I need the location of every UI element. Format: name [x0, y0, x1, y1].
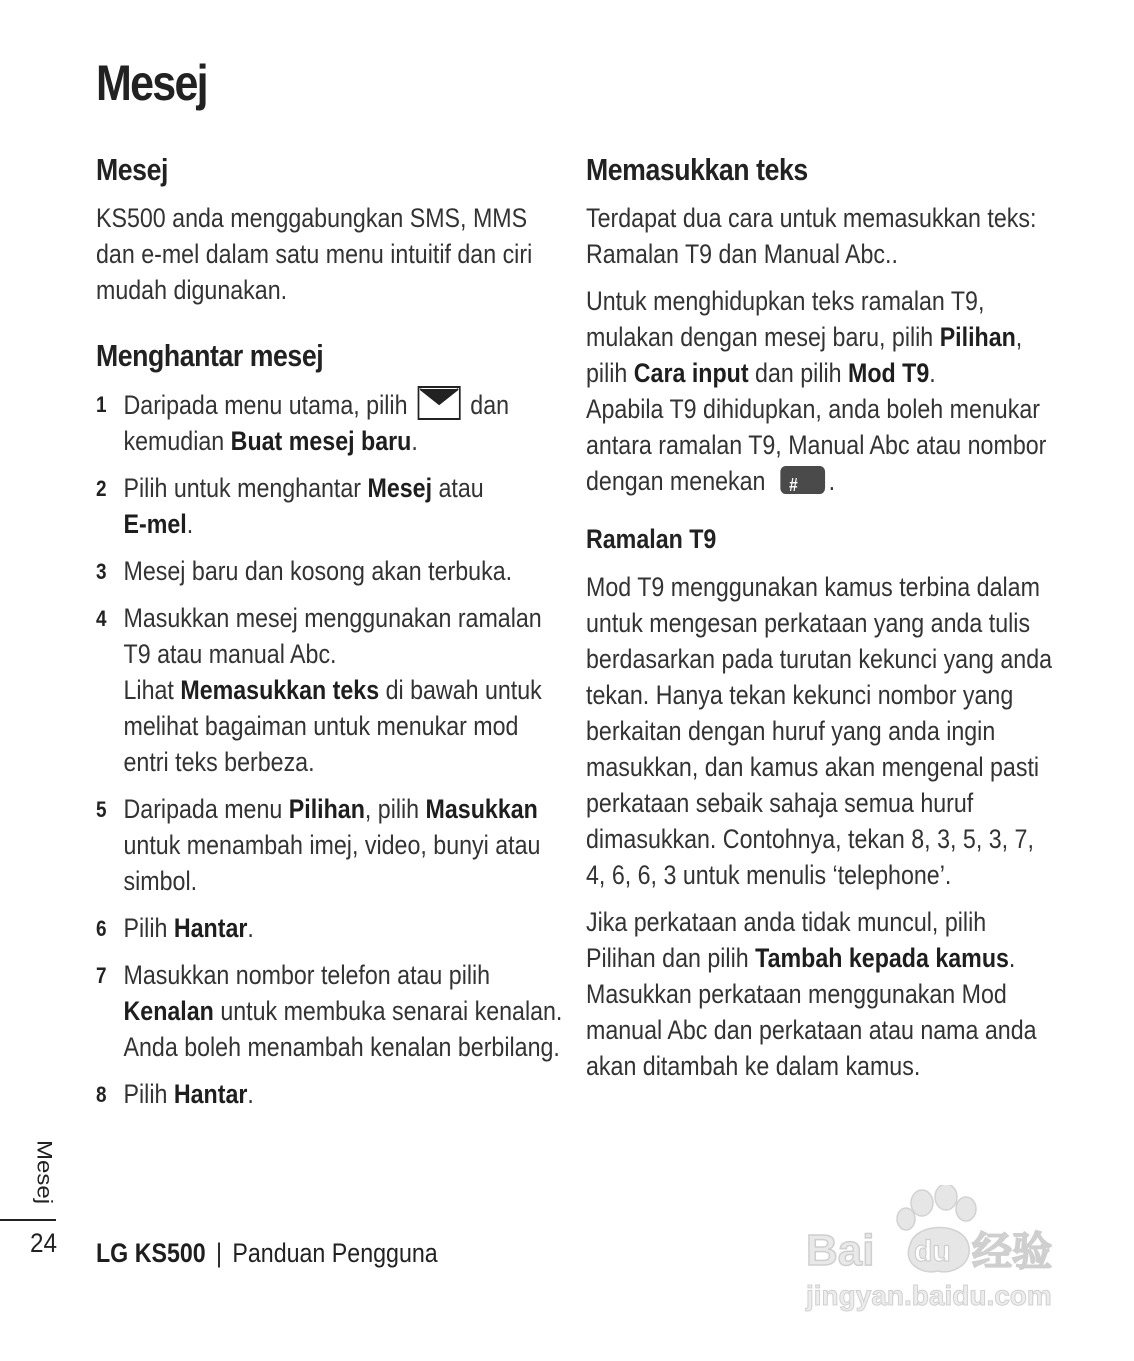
step-text: Masukkan mesej menggunakan ramalan T9 atau manual Abc.	[123, 603, 542, 669]
list-item	[96, 600, 566, 780]
paragraph: Terdapat dua cara untuk memasukkan teks: Ramalan T9 dan Manual Abc..	[586, 203, 1037, 269]
step-text: Mesej baru dan kosong akan terbuka.	[123, 556, 513, 586]
step-bold: Hantar	[173, 1079, 248, 1109]
step-text: Lihat	[123, 675, 174, 705]
step-text: Daripada menu	[123, 794, 283, 824]
paragraph: Mod T9 menggunakan kamus terbina dalam untuk mengesan perkataan yang anda tulis berdasarkan pada turutan kekunci yang anda tekan. Hanya tekan kekunci nombor yang berkaitan dengan huruf yang anda ingin masukkan, dan kamus akan mengenal pasti perkataan sebaik sahaja semua huruf dimasukkan. Contohnya, tekan 8, 3, 5, 3, 7, 4, 6, 6, 3 untuk menulis ‘telephone’.	[586, 572, 1053, 890]
paragraph	[586, 904, 1056, 1084]
step-bold: Buat mesej baru	[230, 426, 412, 456]
step-number: 1	[96, 392, 107, 417]
hash-key-label: #	[789, 475, 798, 495]
step-bold: Kenalan	[123, 996, 214, 1026]
svg-text:经验: 经验	[972, 1229, 1052, 1275]
step-number: 8	[96, 1082, 107, 1107]
step-text: , pilih	[364, 794, 420, 824]
section-heading-memasukkan-teks: Memasukkan teks	[586, 152, 808, 187]
text: Untuk menghidupkan teks ramalan T9, mulakan dengan mesej baru, pilih	[586, 286, 985, 352]
section-body-mesej: KS500 anda menggabungkan SMS, MMS dan e-mel dalam satu menu intuitif dan ciri mudah digunakan.	[96, 203, 533, 305]
step-text: .	[411, 426, 418, 456]
step-text: untuk membuka senarai kenalan. Anda boleh menambah kenalan berbilang.	[123, 996, 563, 1062]
side-section-label: Mesej	[32, 1140, 57, 1205]
step-text: Daripada menu utama, pilih	[123, 390, 408, 420]
step-number: 4	[96, 606, 107, 631]
footer	[96, 1238, 438, 1269]
page-title: Mesej	[96, 55, 207, 111]
text: Masukkan perkataan menggunakan Mod manual Abc dan perkataan atau nama anda akan ditambah ke dalam kamus.	[586, 979, 1037, 1081]
list-item	[96, 791, 566, 899]
list-item	[96, 1076, 566, 1112]
step-number: 6	[96, 916, 107, 941]
bold-text: Pilihan	[939, 322, 1016, 352]
envelope-icon	[417, 386, 460, 420]
step-text: .	[247, 913, 254, 943]
svg-text:du: du	[914, 1235, 951, 1268]
step-bold: Mesej	[367, 473, 433, 503]
text: Jika perkataan anda tidak muncul, pilih Pilihan dan pilih	[586, 907, 987, 973]
right-column	[586, 150, 1056, 1095]
svg-text:jingyan.baidu.com: jingyan.baidu.com	[806, 1280, 1052, 1311]
left-column	[96, 150, 566, 1123]
step-number: 5	[96, 797, 107, 822]
step-text: di bawah untuk melihat bagaiman untuk menukar mod entri teks berbeza.	[123, 675, 542, 777]
step-text: .	[186, 509, 194, 539]
text: Apabila T9 dihidupkan, anda boleh menukar antara ramalan T9, Manual Abc atau nombor dengan menekan	[586, 394, 1047, 496]
subheading-ramalan-t9: Ramalan T9	[586, 524, 717, 554]
text: .	[929, 358, 936, 388]
list-item	[96, 470, 566, 542]
list-item	[96, 957, 566, 1065]
text: , pilih	[586, 322, 1023, 388]
bold-text: Mod T9	[848, 358, 930, 388]
bold-text: Cara input	[633, 358, 749, 388]
step-bold: E-mel	[123, 509, 187, 539]
footer-separator: |	[216, 1238, 223, 1268]
footer-brand: LG KS500	[96, 1238, 206, 1268]
step-bold: Hantar	[173, 913, 248, 943]
step-text: dan kemudian	[123, 390, 510, 456]
step-text: Pilih untuk menghantar	[123, 473, 362, 503]
text: dan pilih	[755, 358, 842, 388]
text: .	[1008, 943, 1016, 973]
step-number: 7	[96, 963, 107, 988]
steps-list	[96, 386, 566, 1112]
step-bold: Pilihan	[288, 794, 365, 824]
step-bold: Memasukkan teks	[180, 675, 380, 705]
footer-title: Panduan Pengguna	[232, 1238, 438, 1268]
step-number: 3	[96, 559, 107, 584]
section-heading-mesej: Mesej	[96, 152, 168, 187]
side-divider	[0, 1219, 56, 1221]
step-text: atau	[438, 473, 484, 503]
text: .	[828, 466, 836, 496]
step-bold: Masukkan	[425, 794, 538, 824]
step-text: Pilih	[123, 913, 168, 943]
section-heading-menghantar: Menghantar mesej	[96, 338, 324, 373]
step-number: 2	[96, 476, 107, 501]
hash-key-icon	[781, 466, 826, 494]
baidu-watermark-logo	[800, 1185, 1070, 1320]
list-item	[96, 386, 566, 459]
paragraph	[586, 283, 1056, 499]
list-item	[96, 910, 566, 946]
step-text: Masukkan nombor telefon atau pilih	[123, 960, 491, 990]
bold-text: Tambah kepada kamus	[755, 943, 1009, 973]
step-text: untuk menambah imej, video, bunyi atau simbol.	[123, 830, 541, 896]
step-text: Pilih	[123, 1079, 168, 1109]
svg-text:Bai: Bai	[806, 1226, 875, 1275]
list-item	[96, 553, 566, 589]
step-text: .	[247, 1079, 254, 1109]
page-number: 24	[30, 1228, 58, 1258]
